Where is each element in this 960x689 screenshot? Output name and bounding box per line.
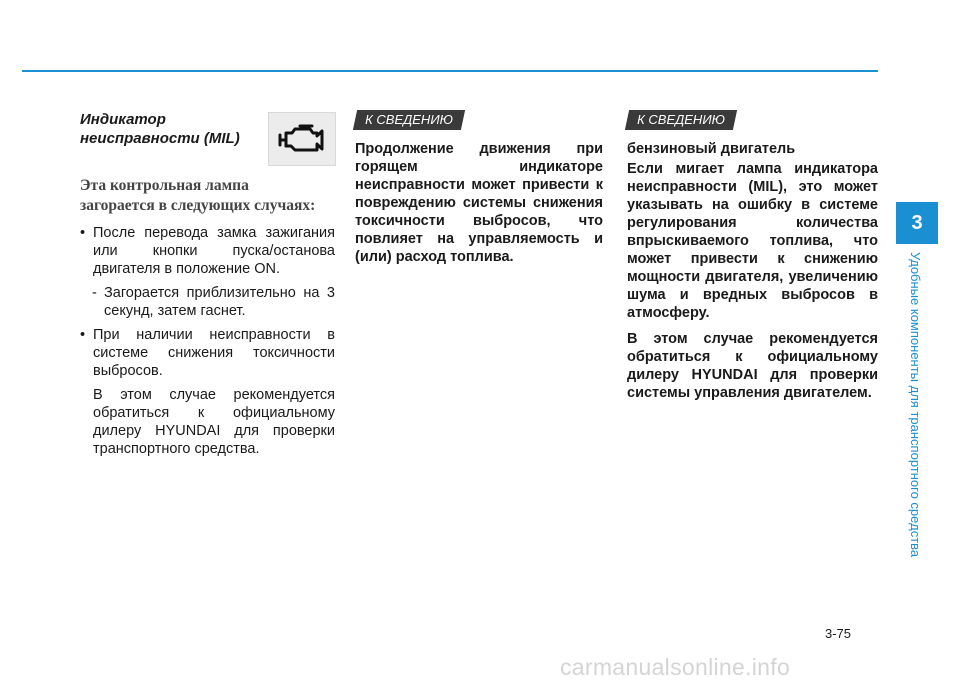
notice-text: В этом случае рекомендуется обратиться к официальному дилеру HYUNDAI для проверки системы управления двигателем.: [627, 331, 878, 401]
recommendation-text: В этом случае рекомендуется обратиться к официальному дилеру HYUNDAI для проверки транспортного средства.: [93, 387, 335, 457]
notice-badge: К СВЕДЕНИЮ: [625, 110, 737, 130]
sub-item: - Загорается приблизительно на 3 секунд, затем гаснет.: [92, 285, 335, 319]
watermark: carmanualsonline.info: [560, 654, 791, 680]
top-rule: [22, 70, 878, 72]
list-item: • При наличии неисправности в системе снижения токсичности выбросов.: [80, 327, 335, 379]
dash-mark: -: [92, 285, 97, 301]
check-engine-icon: [268, 112, 336, 166]
chapter-label: Удобные компоненты для транспортного средства: [908, 252, 923, 558]
bullet-mark: •: [80, 327, 86, 343]
chapter-tab: 3: [896, 202, 938, 244]
column-mil: [80, 110, 335, 458]
column-notice-2: [627, 110, 878, 410]
page-number: 3-75: [825, 626, 852, 641]
list-item: • После перевода замка зажигания или кнопки пуска/останова двигателя в положение ON.: [80, 225, 335, 277]
lamp-heading: Эта контрольная лампа загорается в следующих случаях:: [80, 177, 316, 214]
notice-text: Если мигает лампа индикатора неисправности (MIL), это может указывать на ошибку в системе регулирования количества впрыскиваемого топлива, что может привести к снижению мощности двигателя, увеличению шума и вредных выбросов в атмосферу.: [627, 161, 878, 321]
notice-text: Продолжение движения при горящем индикаторе неисправности может привести к повреждению системы снижения токсичности выбросов, что повлияет на управляемость и (или) расход топлива.: [355, 141, 603, 265]
notice-heading: бензиновый двигатель: [627, 141, 796, 157]
column-notice-1: [355, 110, 603, 274]
bullet-mark: •: [80, 225, 86, 241]
section-title: Индикатор неисправности (MIL): [80, 111, 240, 147]
notice-badge: К СВЕДЕНИЮ: [353, 110, 465, 130]
